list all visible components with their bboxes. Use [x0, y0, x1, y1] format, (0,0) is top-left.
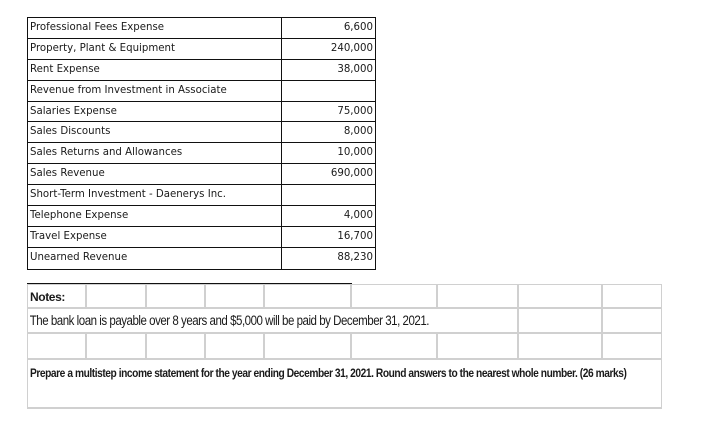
notes-label-cell[interactable]: [28, 285, 87, 307]
table-row: [28, 206, 375, 227]
instruction-content: Prepare a multistep income statement for the year ending December 31, 2021. Round answers to the nearest whole number. (26 marks): [30, 367, 627, 380]
account-name[interactable]: Unearned Revenue: [28, 248, 282, 269]
account-amount[interactable]: 38,000: [337, 63, 373, 75]
account-amount[interactable]: [282, 81, 375, 101]
bank-loan-note: The bank loan is payable over 8 years and $5,000 will be paid by December 31, 2021.: [29, 313, 429, 328]
instruction-text: [28, 360, 661, 383]
account-name[interactable]: Short-Term Investment - Daenerys Inc.: [28, 185, 282, 205]
account-name[interactable]: Travel Expense: [28, 227, 282, 247]
empty-cell[interactable]: [438, 285, 519, 307]
empty-cell[interactable]: [603, 334, 661, 358]
account-amount[interactable]: 690,000: [330, 168, 373, 180]
account-amount[interactable]: 10,000: [337, 147, 373, 159]
empty-cell[interactable]: [519, 334, 603, 358]
empty-cell[interactable]: [603, 309, 661, 332]
account-amount[interactable]: [282, 185, 375, 205]
table-row: [28, 122, 375, 143]
account-name[interactable]: Sales Discounts: [28, 122, 282, 142]
empty-cell[interactable]: [206, 334, 265, 358]
table-row: [28, 164, 375, 185]
empty-cell[interactable]: [352, 285, 438, 307]
accounts-table: [27, 17, 376, 270]
table-row: [28, 18, 375, 39]
empty-cell[interactable]: [87, 334, 147, 358]
notes-label: Notes:: [30, 290, 65, 304]
empty-cell[interactable]: [87, 285, 147, 307]
account-name[interactable]: Salaries Expense: [28, 102, 282, 122]
empty-cell[interactable]: [603, 285, 661, 307]
bank-loan-note-cell[interactable]: [28, 309, 519, 332]
account-amount[interactable]: 6,600: [343, 22, 373, 33]
empty-cell[interactable]: [519, 285, 603, 307]
account-amount[interactable]: 8,000: [343, 126, 373, 138]
account-name[interactable]: Professional Fees Expense: [28, 18, 282, 38]
account-name[interactable]: Sales Returns and Allowances: [28, 143, 282, 163]
account-name[interactable]: Sales Revenue: [28, 164, 282, 184]
table-row: [28, 81, 375, 102]
empty-cell[interactable]: [519, 309, 603, 332]
account-amount[interactable]: 75,000: [337, 105, 373, 117]
empty-cell[interactable]: [265, 334, 352, 358]
table-row: [28, 227, 375, 248]
instruction-cell[interactable]: [28, 360, 661, 407]
empty-cell[interactable]: [352, 334, 438, 358]
account-name[interactable]: Revenue from Investment in Associate: [28, 81, 282, 101]
table-row: [28, 102, 375, 123]
account-amount[interactable]: 88,230: [337, 251, 373, 263]
empty-cell[interactable]: [206, 285, 265, 307]
empty-cell[interactable]: [28, 334, 87, 358]
bank-loan-row: [27, 309, 662, 334]
table-row: [28, 39, 375, 60]
table-row: [28, 185, 375, 206]
table-row: [28, 143, 375, 164]
notes-grid: [27, 284, 662, 409]
empty-cell[interactable]: [265, 285, 352, 307]
account-amount[interactable]: 16,700: [337, 230, 373, 242]
empty-cell[interactable]: [147, 334, 206, 358]
empty-cell[interactable]: [147, 285, 206, 307]
account-name[interactable]: Telephone Expense: [28, 206, 282, 226]
account-name[interactable]: Rent Expense: [28, 60, 282, 80]
account-amount[interactable]: 4,000: [343, 210, 373, 222]
table-row: [28, 60, 375, 81]
empty-cell[interactable]: [438, 334, 519, 358]
instruction-row: [27, 360, 662, 409]
account-name[interactable]: Property, Plant & Equipment: [28, 39, 282, 59]
account-amount[interactable]: 240,000: [330, 42, 373, 54]
empty-row: [27, 334, 662, 360]
notes-header-row: [27, 284, 662, 309]
table-row: [28, 248, 375, 269]
